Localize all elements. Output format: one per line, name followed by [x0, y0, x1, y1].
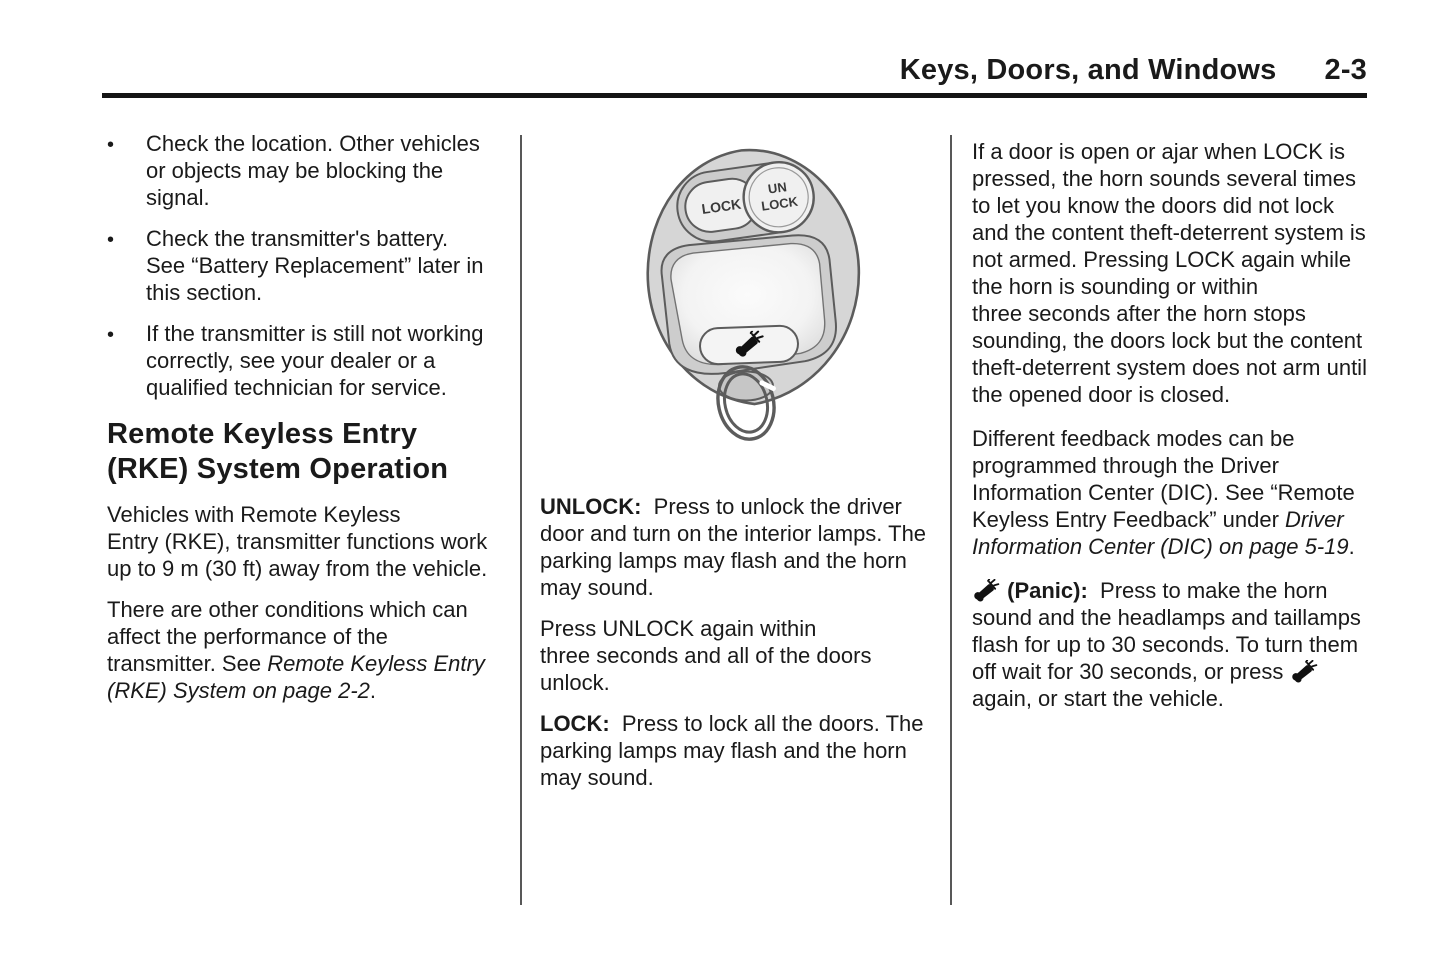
list-item [107, 130, 492, 211]
paragraph: Vehicles with Remote Keyless Entry (RKE), transmitter functions work up to 9 m (30 ft) away from the vehicle. [107, 502, 488, 581]
paragraph: There are other conditions which can affect the performance of the transmitter. See Remote Keyless Entry (RKE) System on page 2-2. [107, 597, 485, 703]
column-divider-right [950, 135, 952, 905]
column-divider-left [520, 135, 522, 905]
middle-column [540, 493, 930, 805]
list-item [107, 320, 492, 401]
paragraph: UNLOCK: Press to unlock the driver door and turn on the interior lamps. The parking lamps may flash and the horn may sound. [540, 494, 927, 600]
right-column [972, 138, 1369, 729]
chapter-title: Keys, Doors, and Windows [899, 54, 1277, 86]
paragraph: Press UNLOCK again within three seconds and all of the doors unlock. [540, 616, 872, 695]
fob-unlock-label-bottom: LOCK [760, 193, 799, 214]
list-item [107, 225, 492, 306]
horn-panic-icon [1290, 660, 1319, 683]
bullet-icon [107, 225, 146, 306]
list-item-text: Check the transmitter's battery. See “Battery Replacement” later in this section. [146, 226, 484, 305]
list-item-text: Check the location. Other vehicles or objects may be blocking the signal. [146, 131, 480, 210]
page-header [102, 52, 1367, 88]
section-heading: Remote Keyless Entry (RKE) System Operation [107, 418, 449, 485]
fob-lock-label: LOCK [700, 195, 743, 218]
list-item-text: If the transmitter is still not working correctly, see your dealer or a qualified technician for service. [146, 321, 484, 400]
header-rule [102, 93, 1367, 98]
paragraph: LOCK: Press to lock all the doors. The parking lamps may flash and the horn may sound. [540, 711, 924, 790]
page-number: 2-3 [1324, 54, 1367, 86]
bullet-icon [107, 320, 146, 401]
left-column [107, 130, 492, 718]
paragraph: If a door is open or ajar when LOCK is pressed, the horn sounds several times to let you know the doors did not lock and the content theft-deterrent system is not armed. Pressing LOCK again while the horn is sounding or within three seconds after the horn stops sounding, the doors lock but the content theft-deterrent system does not arm until the opened door is closed. [972, 139, 1367, 407]
paragraph: (Panic): Press to make the horn sound and the headlamps and taillamps flash for up to 30 seconds. To turn them off wait for 30 seconds, or press again, or start the vehicle. [972, 578, 1361, 711]
key-fob-illustration [627, 145, 879, 457]
fob-unlock-label-top: UN [767, 179, 788, 197]
bullet-icon [107, 130, 146, 211]
horn-panic-icon [972, 579, 1001, 602]
paragraph: Different feedback modes can be programmed through the Driver Information Center (DIC). See “Remote Keyless Entry Feedback” under Driver Information Center (DIC) on page 5-19. [972, 426, 1355, 559]
